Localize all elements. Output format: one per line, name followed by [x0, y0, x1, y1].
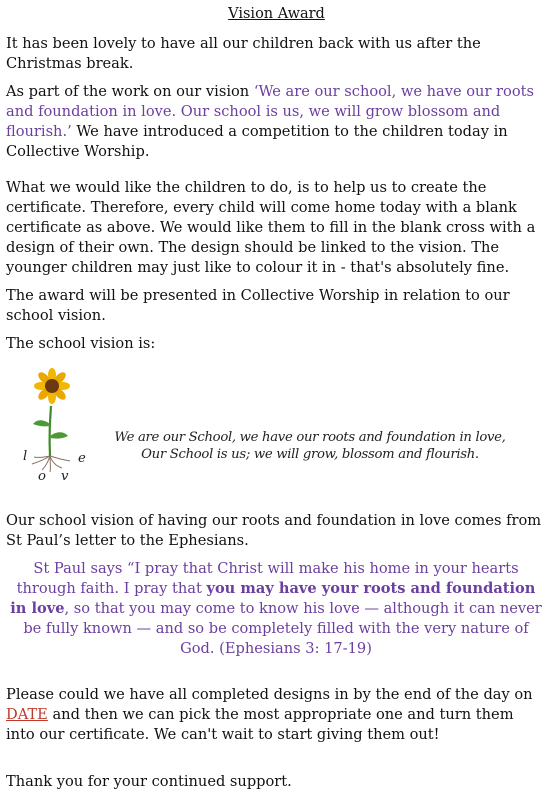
- sunflower-icon: [34, 368, 70, 404]
- ephesians-paragraph: Our school vision of having our roots and foundation in love comes from St Paul’s letter to the Ephesians.: [6, 512, 542, 549]
- left-leaf: [33, 420, 50, 426]
- school-vision-image: [20, 366, 530, 486]
- quote-bold: you may have your roots and foundation in love: [10, 580, 536, 617]
- quote-part-2: , so that you may come to know his love — although it can never be fully known — and so be completely filled with the very nature of God. (Ephesians 3: 17-19): [23, 600, 542, 657]
- sunflower-stem: [50, 406, 51, 456]
- vision-quote-text: ‘We are our school, we have our roots and foundation in love. Our school is us, we will grow blossom and flourish.’: [6, 83, 534, 140]
- deadline-paragraph: [6, 685, 546, 745]
- right-leaf: [50, 432, 68, 438]
- letter-l: l: [23, 449, 27, 464]
- intro-paragraph: It has been lovely to have all our children back with us after the Christmas break.: [6, 35, 481, 72]
- instructions-paragraph: What we would like the children to do, is to help us to create the certificate. Therefore, every child will come home today with a blank certificate as above. We would like them to fill in the blank cross with a design of their own. The design should be linked to the vision. The younger children may just like to colour it in - that's absolutely fine.: [6, 179, 536, 276]
- quote-part-1: St Paul says “I pray that Christ will make his home in your hearts through faith. I pray that: [16, 560, 519, 597]
- school-vision-heading: The school vision is:: [6, 335, 156, 352]
- vision-tail-text: We have introduced a competition to the children today in Collective Worship.: [6, 123, 508, 160]
- vision-lead-text: As part of the work on our vision: [6, 83, 254, 100]
- ephesians-quote: [8, 559, 544, 659]
- deadline-tail-text: and then we can pick the most appropriate one and turn them into our certificate. We can't wait to start giving them out!: [6, 706, 514, 743]
- letter-e: e: [78, 451, 86, 466]
- closing-paragraph: Thank you for your continued support.: [6, 773, 292, 790]
- vision-script-line-1: We are our School, we have our roots and foundation in love,: [114, 430, 506, 445]
- vision-competition-paragraph: [6, 82, 546, 162]
- letter-o: o: [38, 469, 46, 484]
- document-title: Vision Award: [228, 6, 325, 22]
- award-paragraph: The award will be presented in Collective Worship in relation to our school vision.: [6, 287, 510, 324]
- letter-v: v: [61, 469, 69, 484]
- deadline-lead-text: Please could we have all completed designs in by the end of the day on: [6, 686, 533, 703]
- vision-script-line-2: Our School is us; we will grow, blossom and flourish.: [141, 447, 479, 462]
- date-placeholder: DATE: [6, 706, 48, 723]
